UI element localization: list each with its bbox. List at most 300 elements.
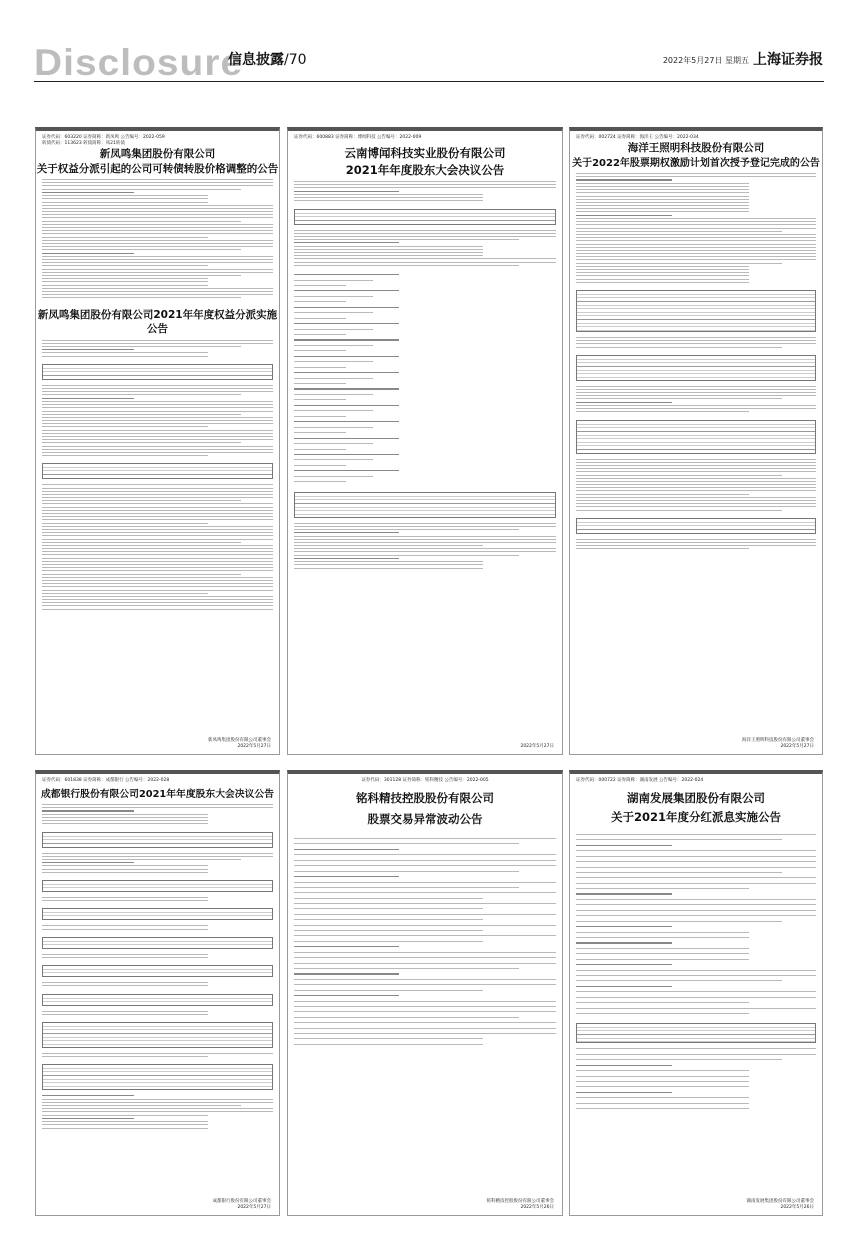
text-line — [42, 221, 241, 222]
text-line — [42, 275, 241, 276]
text-line — [576, 234, 816, 235]
text-line — [576, 228, 816, 229]
text-line — [42, 269, 273, 270]
text-line — [576, 850, 816, 851]
text-line — [294, 262, 556, 263]
text-line — [42, 510, 273, 511]
data-table-2 — [42, 463, 273, 479]
text-line — [576, 179, 672, 180]
data-table — [42, 994, 273, 1006]
text-line — [576, 402, 672, 403]
text-line — [42, 567, 273, 568]
text-line — [294, 197, 483, 198]
text-line — [42, 865, 208, 866]
text-line — [42, 227, 273, 228]
body-text — [570, 383, 822, 418]
stock-code-line: 证券代码：301128 证券简称：铭科精技 公告编号：2022-005 — [361, 778, 489, 783]
text-line — [576, 202, 749, 203]
text-line — [42, 574, 241, 575]
body-text — [288, 835, 562, 1052]
text-line — [42, 1011, 208, 1012]
text-line — [42, 542, 241, 543]
body-text — [36, 176, 279, 304]
body-text — [36, 1050, 279, 1062]
text-line — [576, 247, 816, 248]
data-table — [42, 364, 273, 380]
company-name: 云南博闻科技实业股份有限公司 — [344, 146, 506, 160]
text-line — [294, 449, 346, 450]
text-line — [42, 189, 241, 190]
text-line — [576, 506, 816, 507]
text-line — [576, 964, 672, 965]
announcement-mingke — [287, 770, 563, 1216]
text-line — [294, 399, 346, 400]
text-line — [42, 1099, 273, 1100]
text-line — [42, 243, 273, 244]
text-line — [576, 845, 672, 846]
text-line — [576, 231, 782, 232]
text-line — [294, 378, 373, 379]
text-line — [576, 1086, 749, 1087]
text-line — [576, 481, 816, 482]
text-line — [576, 861, 816, 862]
text-line — [576, 932, 749, 933]
text-line — [294, 532, 399, 533]
text-line — [294, 438, 399, 439]
text-line — [576, 921, 782, 922]
text-line — [42, 404, 273, 405]
text-line — [42, 265, 208, 266]
text-line — [576, 487, 816, 488]
text-line — [42, 856, 273, 857]
impact-table — [576, 420, 816, 454]
text-line — [294, 350, 346, 351]
signature: 海洋王照明科技股份有限公司董事会 2022年5月27日 — [742, 738, 814, 749]
text-line — [294, 979, 556, 980]
text-line — [576, 272, 749, 273]
text-line — [42, 281, 208, 282]
text-line — [294, 301, 346, 302]
text-line — [294, 952, 556, 953]
text-line — [42, 297, 241, 298]
text-line — [294, 184, 556, 185]
sub-announcement-title: 新凤鸣集团股份有限公司2021年年度权益分派实施公告 — [37, 308, 278, 335]
body-text — [570, 456, 822, 516]
text-line — [42, 583, 273, 584]
text-line — [576, 970, 816, 971]
text-line — [42, 1102, 273, 1103]
text-line — [42, 807, 273, 808]
text-line — [576, 459, 816, 460]
text-line — [42, 859, 241, 860]
text-line — [294, 285, 346, 286]
announcement-bowen — [287, 127, 563, 755]
text-line — [294, 280, 373, 281]
text-line — [294, 255, 483, 256]
text-line — [42, 823, 208, 824]
text-line — [576, 986, 672, 987]
text-line — [576, 263, 782, 264]
text-line — [294, 249, 483, 250]
text-line — [576, 176, 816, 177]
text-line — [576, 183, 749, 184]
text-line — [42, 423, 273, 424]
text-line — [294, 990, 483, 991]
text-line — [576, 221, 816, 222]
text-line — [42, 869, 208, 870]
announcement-oceanking — [569, 127, 823, 755]
text-line — [42, 288, 273, 289]
text-line — [576, 237, 816, 238]
text-line — [294, 318, 346, 319]
text-line — [294, 181, 556, 182]
text-line — [576, 539, 816, 540]
text-line — [294, 459, 373, 460]
stock-code-line: 证券代码：600883 证券简称：博闻科技 公告编号：2022-009 — [294, 135, 422, 140]
text-line — [42, 507, 273, 508]
text-line — [42, 561, 273, 562]
announcement-title: 关于权益分派引起的公司可转债转股价格调整的公告 — [36, 163, 279, 175]
text-line — [42, 599, 273, 600]
text-line — [42, 455, 208, 456]
text-line — [42, 503, 273, 504]
company-name: 湖南发展集团股份有限公司 — [627, 791, 765, 805]
text-line — [576, 839, 782, 840]
text-line — [576, 867, 816, 868]
text-line — [42, 1105, 241, 1106]
text-line — [576, 205, 749, 206]
body-text — [36, 481, 279, 615]
masthead-rule — [34, 81, 824, 82]
text-line — [42, 558, 273, 559]
text-line — [576, 542, 816, 543]
body-text — [36, 951, 279, 963]
text-line — [576, 408, 816, 409]
text-line — [294, 968, 519, 969]
body-text — [570, 1045, 822, 1116]
body-text — [570, 536, 822, 555]
text-line — [576, 196, 749, 197]
data-table — [42, 832, 273, 848]
text-line — [294, 892, 556, 893]
text-line — [42, 609, 273, 610]
text-line — [42, 523, 208, 524]
announcement-xinfengming — [35, 127, 280, 755]
text-line — [576, 834, 816, 835]
text-line — [42, 564, 273, 565]
text-line — [42, 217, 273, 218]
text-line — [42, 391, 273, 392]
text-line — [42, 570, 273, 571]
text-line — [42, 417, 273, 418]
text-line — [42, 982, 208, 983]
text-line — [576, 948, 749, 949]
vote-table — [42, 1022, 273, 1048]
stock-code-line: 证券代码：603220 证券简称：新凤鸣 公告编号：2022-059 — [42, 135, 165, 140]
text-line — [576, 389, 816, 390]
text-line — [294, 265, 519, 266]
text-line — [294, 545, 483, 546]
text-line — [42, 929, 208, 930]
signature: 新凤鸣集团股份有限公司董事会 2022年5月27日 — [208, 738, 271, 749]
text-line — [294, 367, 346, 368]
text-line — [576, 250, 816, 251]
text-line — [576, 215, 672, 216]
text-line — [42, 259, 273, 260]
text-line — [294, 1011, 556, 1012]
text-line — [576, 343, 816, 344]
text-line — [294, 963, 556, 964]
text-line — [576, 926, 672, 927]
body-text — [288, 227, 562, 271]
text-line — [294, 233, 556, 234]
text-line — [576, 856, 816, 857]
text-line — [294, 925, 556, 926]
text-line — [42, 211, 273, 212]
text-line — [576, 545, 816, 546]
text-line — [42, 340, 273, 341]
text-line — [42, 985, 208, 986]
text-line — [42, 820, 208, 821]
text-line — [576, 872, 782, 873]
text-line — [42, 593, 208, 594]
text-line — [42, 356, 208, 357]
text-line — [42, 1056, 208, 1057]
text-line — [576, 266, 749, 267]
text-line — [42, 586, 273, 587]
text-line — [42, 195, 208, 196]
text-line — [42, 596, 273, 597]
data-table — [42, 908, 273, 920]
text-line — [42, 230, 273, 231]
text-line — [42, 426, 208, 427]
signature: 湖南发展集团股份有限公司董事会 2022年5月26日 — [746, 1199, 814, 1210]
announcement-title: 成都银行股份有限公司2021年年度股东大会决议公告 — [40, 789, 274, 800]
text-line — [576, 347, 782, 348]
text-line — [576, 405, 816, 406]
body-text — [288, 520, 562, 574]
column-title — [228, 49, 307, 69]
text-line — [42, 214, 273, 215]
company-name: 新凤鸣集团股份有限公司 — [99, 148, 216, 160]
text-line — [294, 191, 399, 192]
body-text-2 — [36, 337, 279, 362]
text-line — [294, 1022, 556, 1023]
text-line — [576, 942, 672, 943]
text-line — [576, 975, 816, 976]
text-line — [42, 343, 273, 344]
text-line — [576, 904, 816, 905]
text-line — [294, 236, 556, 237]
grant-table — [576, 355, 816, 381]
text-line — [576, 199, 749, 200]
text-line — [294, 1038, 483, 1039]
text-line — [42, 385, 273, 386]
body-text — [36, 801, 279, 830]
text-line — [576, 337, 816, 338]
text-line — [294, 854, 556, 855]
masthead — [0, 0, 857, 100]
signature: 成都银行股份有限公司董事会 2022年5月27日 — [212, 1199, 271, 1210]
text-line — [42, 484, 273, 485]
text-line — [294, 539, 556, 540]
text-line — [42, 545, 273, 546]
text-line — [42, 407, 273, 408]
text-line — [576, 1002, 749, 1003]
text-line — [42, 957, 208, 958]
text-line — [294, 561, 483, 562]
text-line — [42, 233, 273, 234]
text-line — [576, 186, 749, 187]
text-line — [294, 421, 399, 422]
tax-table — [576, 1023, 816, 1043]
signature: 铭科精技控股股份有限公司董事会 2022年5月26日 — [486, 1199, 554, 1210]
section-logo: Disclosure — [34, 42, 244, 83]
text-line — [42, 420, 273, 421]
text-line — [576, 500, 816, 501]
text-line — [576, 1054, 816, 1055]
resolutions-list — [288, 271, 562, 490]
text-line — [42, 208, 273, 209]
text-line — [42, 1118, 134, 1119]
text-line — [576, 208, 749, 209]
text-line — [42, 590, 273, 591]
text-line — [42, 1111, 273, 1112]
announcement-title: 2021年年度股东大会决议公告 — [345, 163, 505, 177]
text-line — [576, 503, 816, 504]
text-line — [42, 224, 273, 225]
text-line — [576, 279, 749, 280]
text-line — [294, 882, 556, 883]
text-line — [576, 256, 816, 257]
text-line — [294, 242, 399, 243]
text-line — [294, 1044, 483, 1045]
text-line — [576, 275, 749, 276]
text-line — [576, 282, 749, 283]
text-line — [42, 205, 273, 206]
text-line — [576, 1013, 749, 1014]
text-line — [42, 436, 273, 437]
text-line — [42, 446, 273, 447]
text-line — [294, 388, 399, 389]
text-line — [576, 915, 816, 916]
option-table — [576, 290, 816, 332]
text-line — [294, 860, 556, 861]
text-line — [294, 194, 483, 195]
text-line — [294, 1028, 556, 1029]
text-line — [294, 410, 373, 411]
text-line — [294, 849, 399, 850]
data-table — [42, 1064, 273, 1090]
stock-code-line: 证券代码：601838 证券简称：成都银行 公告编号：2022-028 — [42, 778, 170, 783]
text-line — [576, 1103, 749, 1104]
text-line — [42, 452, 273, 453]
text-line — [576, 1008, 816, 1009]
text-line — [294, 239, 519, 240]
text-line — [576, 1092, 672, 1093]
text-line — [294, 476, 373, 477]
text-line — [576, 340, 816, 341]
text-line — [42, 240, 273, 241]
text-line — [294, 356, 399, 357]
text-line — [576, 411, 749, 412]
text-line — [42, 580, 273, 581]
text-line — [42, 853, 273, 854]
body-text — [570, 334, 822, 353]
text-line — [42, 192, 134, 193]
text-line — [294, 454, 399, 455]
data-table — [42, 937, 273, 949]
text-line — [576, 192, 749, 193]
text-line — [294, 258, 556, 259]
text-line — [294, 345, 373, 346]
text-line — [42, 246, 273, 247]
text-line — [42, 494, 273, 495]
text-line — [294, 529, 519, 530]
text-line — [42, 278, 208, 279]
text-line — [294, 187, 556, 188]
text-line — [576, 497, 816, 498]
signature: 2022年5月27日 — [520, 744, 554, 749]
text-line — [576, 1059, 782, 1060]
text-line — [294, 1001, 556, 1002]
company-name: 海洋王照明科技股份有限公司 — [627, 142, 765, 154]
text-line — [42, 253, 134, 254]
text-line — [42, 256, 273, 257]
text-line — [294, 329, 373, 330]
text-line — [294, 1006, 556, 1007]
text-line — [576, 386, 816, 387]
text-line — [576, 980, 782, 981]
text-line — [42, 516, 273, 517]
text-line — [42, 237, 208, 238]
text-line — [294, 919, 483, 920]
text-line — [576, 465, 816, 466]
text-line — [42, 817, 208, 818]
text-line — [42, 1128, 208, 1129]
text-line — [42, 1121, 208, 1122]
text-line — [576, 478, 816, 479]
text-line — [42, 872, 208, 873]
text-line — [576, 953, 749, 954]
text-line — [294, 339, 399, 340]
body-text — [288, 178, 562, 207]
text-line — [576, 240, 816, 241]
text-line — [42, 497, 273, 498]
text-line — [294, 973, 399, 974]
text-line — [42, 491, 273, 492]
text-line — [294, 443, 373, 444]
text-line — [576, 398, 782, 399]
body-text — [570, 831, 822, 1021]
text-line — [576, 899, 816, 900]
body-text — [36, 894, 279, 906]
text-line — [42, 179, 273, 180]
text-line — [42, 398, 134, 399]
text-line — [42, 954, 208, 955]
text-line — [294, 865, 556, 866]
text-line — [42, 185, 273, 186]
text-line — [576, 224, 816, 225]
text-line — [42, 411, 273, 412]
text-line — [576, 189, 749, 190]
text-line — [576, 462, 816, 463]
text-line — [42, 500, 241, 501]
text-line — [294, 394, 373, 395]
text-line — [576, 548, 749, 549]
text-line — [294, 843, 519, 844]
text-line — [42, 900, 208, 901]
